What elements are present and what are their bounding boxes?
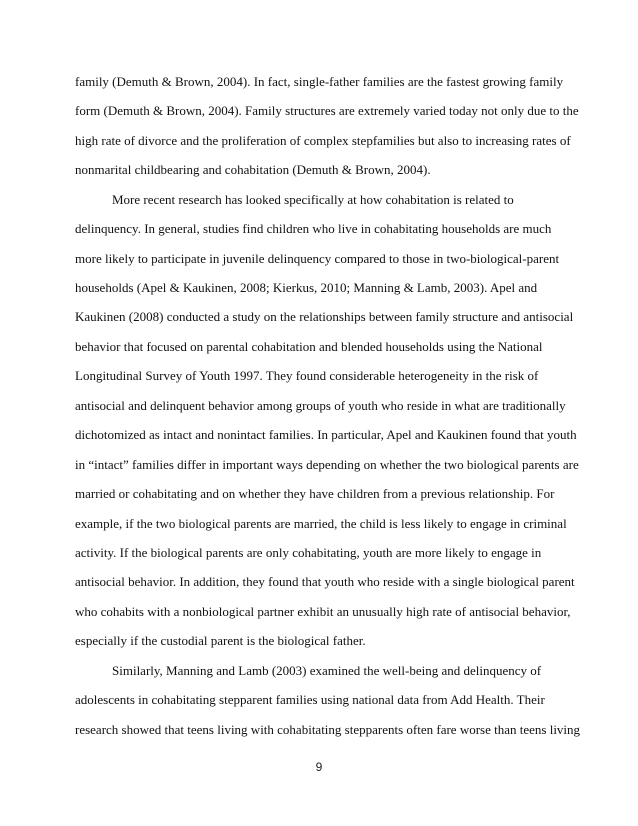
text-line: high rate of divorce and the proliferation of complex stepfamilies but also to increasing rates of bbox=[75, 133, 571, 148]
text-line: nonmarital childbearing and cohabitation (Demuth & Brown, 2004). bbox=[75, 162, 431, 177]
page-number: 9 bbox=[315, 760, 323, 774]
text-line: behavior that focused on parental cohabitation and blended households using the National bbox=[75, 339, 543, 354]
text-line: Longitudinal Survey of Youth 1997. They found considerable heterogeneity in the risk of bbox=[75, 368, 539, 383]
text-line: antisocial and delinquent behavior among groups of youth who reside in what are traditionally bbox=[75, 398, 566, 413]
paragraph-first-line: Similarly, Manning and Lamb (2003) examined the well-being and delinquency of bbox=[112, 663, 542, 678]
text-line: married or cohabitating and on whether they have children from a previous relationship. For bbox=[75, 486, 555, 501]
text-line: Kaukinen (2008) conducted a study on the relationships between family structure and antisocial bbox=[75, 309, 574, 324]
text-line: family (Demuth & Brown, 2004). In fact, single-father families are the fastest growing family bbox=[75, 74, 564, 89]
text-line: activity. If the biological parents are only cohabitating, youth are more likely to engage in bbox=[75, 545, 542, 560]
text-line: research showed that teens living with cohabitating stepparents often fare worse than teens living bbox=[75, 722, 581, 737]
text-line: delinquency. In general, studies find children who live in cohabitating households are much bbox=[75, 221, 552, 236]
text-line: dichotomized as intact and nonintact families. In particular, Apel and Kaukinen found that youth bbox=[75, 427, 577, 442]
text-line: adolescents in cohabitating stepparent families using national data from Add Health. Their bbox=[75, 692, 545, 707]
text-line: form (Demuth & Brown, 2004). Family structures are extremely varied today not only due to the bbox=[75, 103, 579, 118]
text-line: example, if the two biological parents are married, the child is less likely to engage in criminal bbox=[75, 516, 567, 531]
text-line: especially if the custodial parent is the biological father. bbox=[75, 633, 366, 648]
text-line: antisocial behavior. In addition, they found that youth who reside with a single biological parent bbox=[75, 574, 575, 589]
paragraph-first-line: More recent research has looked specifically at how cohabitation is related to bbox=[112, 192, 514, 207]
text-line: more likely to participate in juvenile delinquency compared to those in two-biological-parent bbox=[75, 251, 560, 266]
text-line: households (Apel & Kaukinen, 2008; Kierkus, 2010; Manning & Lamb, 2003). Apel and bbox=[75, 280, 538, 295]
text-line: in “intact” families differ in important ways depending on whether the two biological parents are bbox=[75, 457, 579, 472]
text-line: who cohabits with a nonbiological partner exhibit an unusually high rate of antisocial behavior, bbox=[75, 604, 571, 619]
